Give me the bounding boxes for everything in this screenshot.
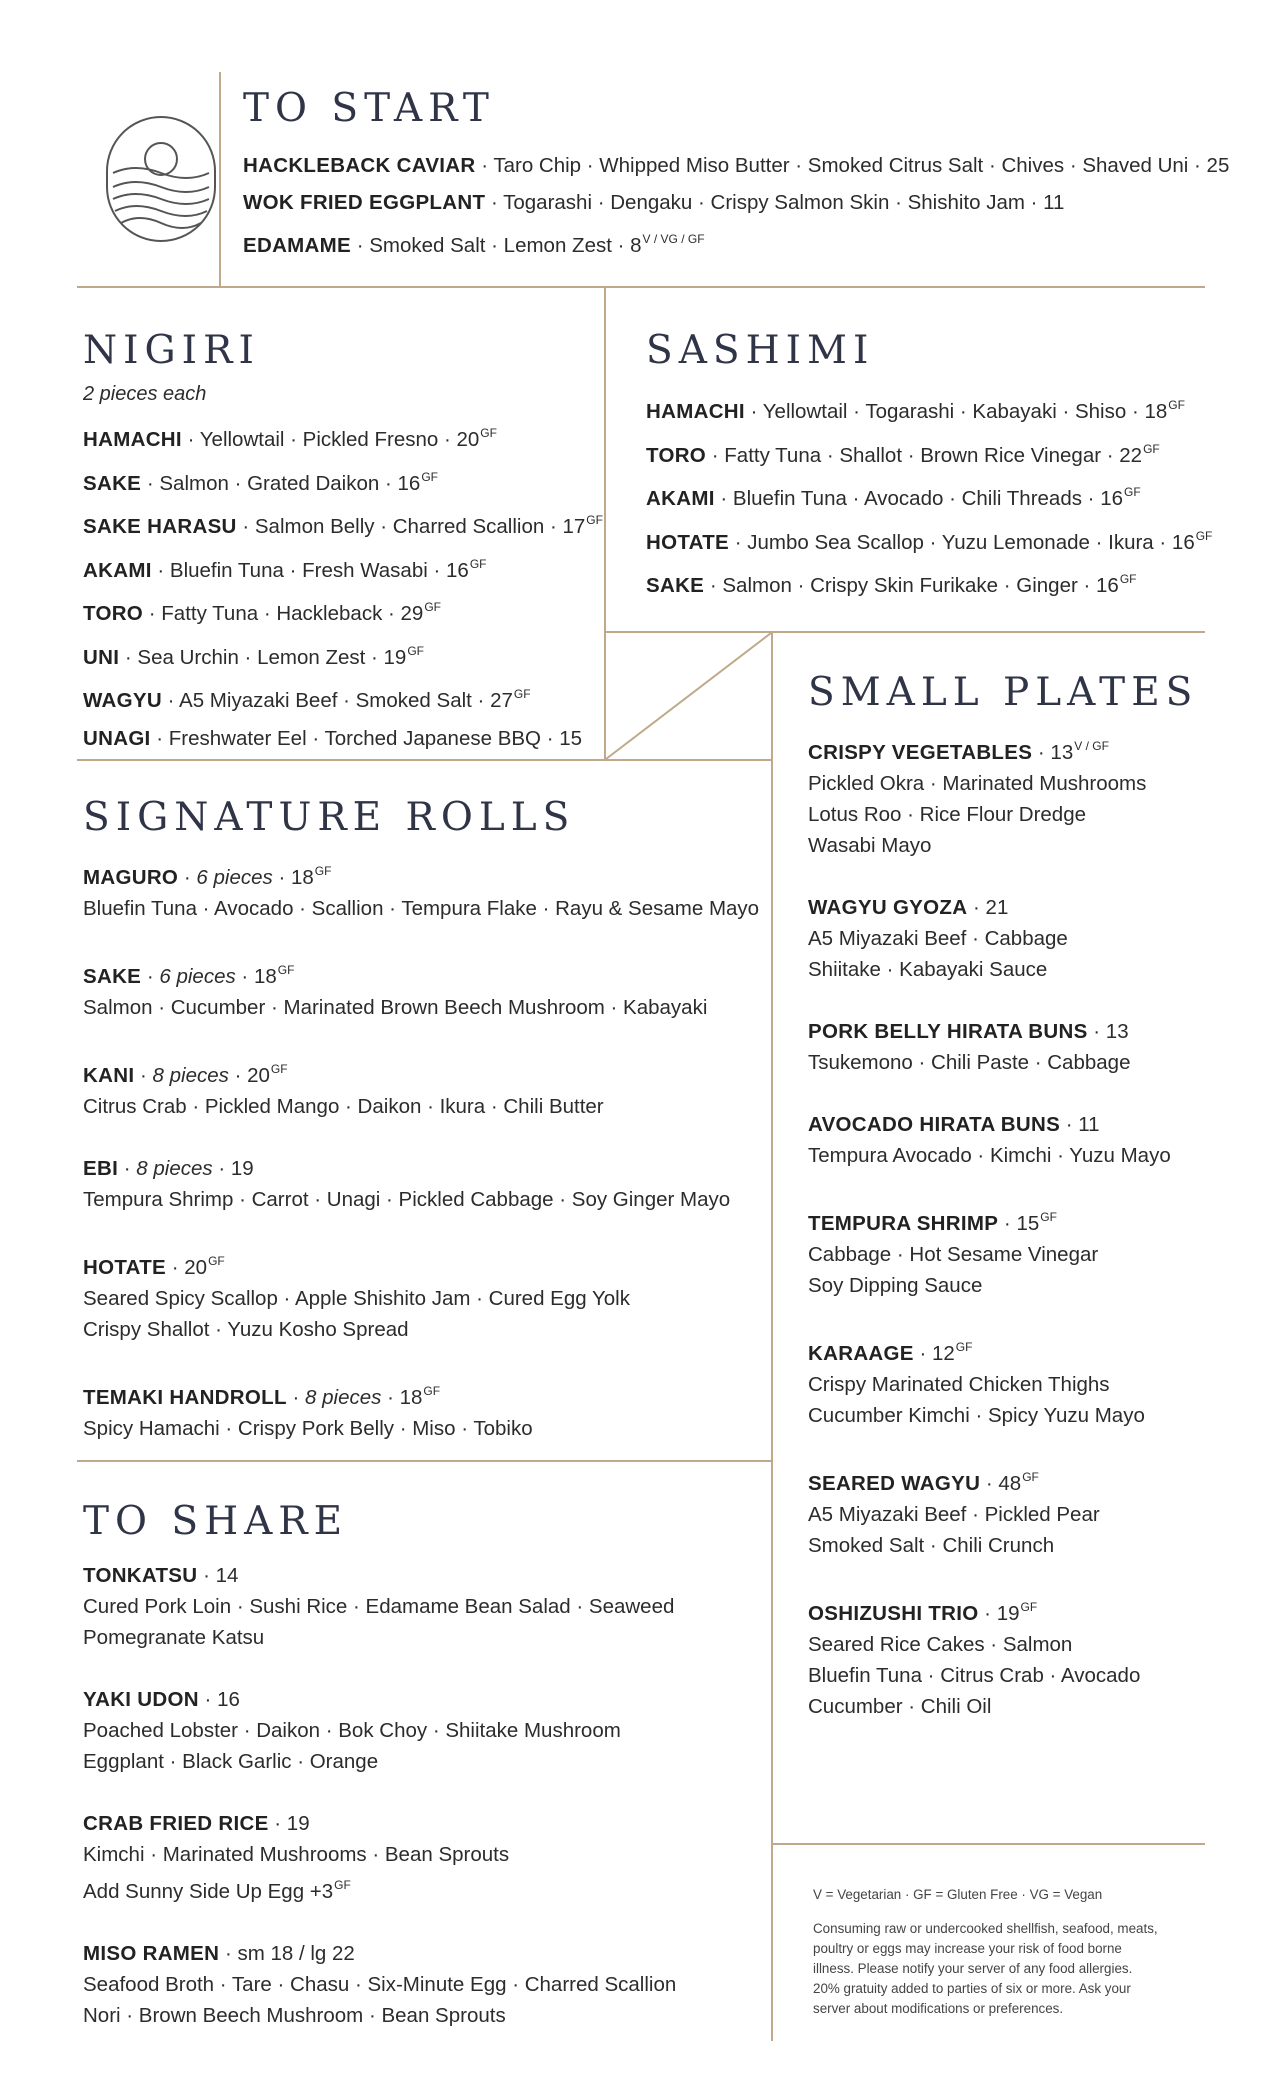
dietary-tags: GF [955, 1340, 973, 1354]
item-description: Tempura Shrimp · Carrot · Unagi · Pickled Cabbage · Soy Ginger Mayo [83, 1188, 731, 1211]
item-name: CRAB FRIED RICE [83, 1812, 269, 1835]
menu-item [243, 147, 1229, 184]
separator: · [178, 866, 197, 889]
menu-item [808, 1202, 1198, 1301]
item-name: CRISPY VEGETABLES [808, 741, 1033, 764]
item-title [808, 1202, 1198, 1239]
item-price: · sm 18 / lg 22 [219, 1942, 355, 1965]
diagonal-divider [604, 631, 774, 761]
item-description: Crispy Marinated Chicken Thighs [808, 1373, 1110, 1396]
item-description: · Bluefin Tuna · Fresh Wasabi · 16 [151, 558, 469, 582]
dietary-tags: GF [407, 643, 425, 658]
item-title [808, 892, 1198, 923]
nigiri-list [83, 415, 603, 757]
item-price: · 20 [228, 1064, 270, 1087]
to-start-list [243, 147, 1229, 264]
item-pieces: 6 pieces [159, 965, 236, 988]
item-description: Lotus Roo · Rice Flour Dredge [808, 803, 1087, 826]
item-name: SAKE [646, 574, 705, 597]
nigiri-note: 2 pieces each [83, 383, 207, 405]
item-name: SEARED WAGYU [808, 1472, 981, 1495]
item-price: · 13 [1087, 1020, 1129, 1043]
item-description: Cabbage · Hot Sesame Vinegar [808, 1243, 1099, 1266]
item-name: KARAAGE [808, 1342, 914, 1365]
menu-item [83, 415, 603, 459]
menu-item [808, 1592, 1198, 1722]
dietary-tags: GF [1040, 1210, 1057, 1224]
item-description: · Fatty Tuna · Hackleback · 29 [143, 602, 424, 625]
wave-sun-logo-icon [105, 115, 217, 243]
item-description: Cured Pork Loin · Sushi Rice · Edamame Bean Salad · Seaweed [83, 1595, 675, 1618]
item-description: · Smoked Salt · Lemon Zest · 8 [351, 234, 642, 257]
item-description: · Fatty Tuna · Shallot · Brown Rice Vinegar · 22 [706, 443, 1143, 467]
item-pieces: 8 pieces [152, 1064, 229, 1087]
item-description: Pomegranate Katsu [83, 1626, 265, 1649]
item-name: UNAGI [83, 726, 151, 750]
small-plates-list [808, 731, 1198, 1722]
item-description: · Yellowtail · Pickled Fresno · 20 [181, 428, 480, 451]
item-price: · 48 [980, 1472, 1022, 1495]
separator: · [134, 1064, 153, 1087]
to-start-title: TO START [243, 86, 495, 131]
item-title [83, 1684, 676, 1715]
item-pieces: 8 pieces [305, 1386, 382, 1409]
dietary-tags: GF [1022, 1470, 1039, 1484]
dietary-tags: GF [334, 1878, 351, 1892]
dietary-tags: GF [208, 1254, 225, 1268]
item-description: · Salmon · Crispy Skin Furikake · Ginger · 16 [704, 574, 1119, 597]
item-name: OSHIZUSHI TRIO [808, 1602, 979, 1625]
item-title [83, 1153, 759, 1184]
menu-item [83, 1684, 676, 1777]
menu-item [83, 1054, 759, 1122]
notice-line: server about modifications or preferences. [813, 2001, 1064, 2016]
dietary-tags: GF [423, 1384, 441, 1398]
item-description: Bluefin Tuna · Citrus Crab · Avocado [808, 1664, 1141, 1687]
item-name: KANI [83, 1064, 135, 1087]
item-description: Wasabi Mayo [808, 834, 932, 857]
item-name: AKAMI [646, 487, 715, 510]
item-description: Seafood Broth · Tare · Chasu · Six-Minute Egg · Charred Scallion [83, 1973, 677, 1996]
divider-top-vertical [219, 72, 221, 286]
item-price: · 19 [268, 1812, 310, 1835]
dietary-tags: GF [421, 469, 438, 484]
menu-item [83, 546, 603, 590]
item-name: EDAMAME [243, 234, 352, 257]
item-name: AVOCADO HIRATA BUNS [808, 1113, 1061, 1136]
menu-item [646, 561, 1212, 605]
item-name: SAKE HARASU [83, 515, 237, 538]
separator: · [118, 1157, 137, 1180]
item-description: Spicy Hamachi · Crispy Pork Belly · Miso · Tobiko [83, 1417, 533, 1440]
item-name: YAKI UDON [83, 1688, 199, 1711]
item-name: TONKATSU [83, 1564, 198, 1587]
item-description: · Taro Chip · Whipped Miso Butter · Smoked Citrus Salt · Chives · Shaved Uni · 25 [475, 154, 1230, 177]
menu-item [83, 720, 603, 758]
divider-top-horizontal [77, 286, 1205, 288]
item-pieces: 8 pieces [136, 1157, 213, 1180]
item-name: TORO [83, 602, 144, 625]
dietary-tags: GF [1119, 572, 1137, 586]
menu-item [83, 633, 603, 677]
item-name: WAGYU GYOZA [808, 896, 968, 919]
dietary-tags: GF [1143, 441, 1160, 456]
item-name: HAMACHI [83, 428, 182, 451]
menu-item [646, 518, 1212, 562]
item-description: · Jumbo Sea Scallop · Yuzu Lemonade · Ikura · 16 [729, 530, 1195, 554]
item-price: · 18 [272, 866, 314, 889]
item-name: PORK BELLY HIRATA BUNS [808, 1020, 1088, 1043]
item-title [808, 1109, 1198, 1140]
item-description: · Bluefin Tuna · Avocado · Chili Threads · 16 [714, 487, 1124, 510]
item-description: A5 Miyazaki Beef · Cabbage [808, 927, 1068, 950]
menu-item [243, 184, 1229, 221]
item-title [83, 1808, 676, 1839]
signature-rolls-list [83, 856, 759, 1444]
dietary-tags: GF [424, 600, 442, 614]
item-title [808, 1332, 1198, 1369]
menu-item [83, 502, 603, 546]
small-plates-section [808, 670, 1198, 1753]
dietary-tags: GF [314, 864, 332, 878]
separator: · [141, 965, 160, 988]
menu-item [83, 1560, 676, 1653]
item-name: HACKLEBACK CAVIAR [243, 154, 476, 177]
menu-item [83, 589, 603, 633]
menu-item [808, 892, 1198, 985]
item-price: · 19 [978, 1602, 1020, 1625]
item-name: WAGYU [83, 689, 162, 712]
item-name: MISO RAMEN [83, 1942, 220, 1965]
nigiri-section [83, 328, 603, 757]
menu-item [808, 1462, 1198, 1561]
menu-item [83, 1808, 676, 1907]
dietary-tags: GF [480, 426, 497, 440]
item-description: Soy Dipping Sauce [808, 1274, 983, 1297]
item-name: UNI [83, 645, 120, 669]
nigiri-title: NIGIRI [83, 328, 260, 373]
menu-item [83, 1376, 759, 1444]
divider-footer-top [771, 1843, 1205, 1845]
separator: · [286, 1386, 306, 1409]
dietary-tags: GF [277, 963, 295, 977]
menu-item [646, 431, 1212, 475]
item-name: HOTATE [83, 1256, 167, 1279]
small-plates-title: SMALL PLATES [808, 670, 1199, 715]
menu-item [83, 856, 759, 924]
item-name: WOK FRIED EGGPLANT [243, 191, 486, 214]
item-description: Crispy Shallot · Yuzu Kosho Spread [83, 1318, 409, 1341]
to-share-title: TO SHARE [83, 1499, 349, 1544]
item-name: TORO [646, 443, 707, 467]
dietary-tags: V / GF [1074, 739, 1109, 753]
item-price: · 13 [1032, 741, 1074, 764]
item-description: · A5 Miyazaki Beef · Smoked Salt · 27 [161, 689, 513, 712]
item-description: Cucumber · Chili Oil [808, 1695, 992, 1718]
footer-notes [813, 1885, 1193, 2019]
item-description: Bluefin Tuna · Avocado · Scallion · Tempura Flake · Rayu & Sesame Mayo [83, 897, 760, 920]
item-description: Shiitake · Kabayaki Sauce [808, 958, 1048, 981]
to-start-section [243, 86, 1229, 264]
notice-line: Consuming raw or undercooked shellfish, seafood, meats, [813, 1921, 1158, 1936]
dietary-tags: V / VG / GF [642, 232, 705, 246]
item-description: Citrus Crab · Pickled Mango · Daikon · Ikura · Chili Butter [83, 1095, 604, 1118]
item-price: · 15 [998, 1212, 1040, 1235]
item-title [83, 1246, 759, 1283]
menu-item [243, 221, 1229, 264]
item-price: · 18 [381, 1386, 423, 1409]
item-description: · Salmon Belly · Charred Scallion · 17 [236, 515, 586, 538]
menu-item [83, 459, 603, 503]
item-title [808, 731, 1198, 768]
dietary-tags: GF [1195, 528, 1213, 543]
notice-line: poultry or eggs may increase your risk of food borne [813, 1941, 1122, 1956]
to-share-section [83, 1499, 676, 2062]
item-price: · 18 [235, 965, 277, 988]
dietary-tags: GF [1020, 1600, 1038, 1614]
item-price: · 21 [967, 896, 1009, 919]
item-price: · 11 [1060, 1113, 1100, 1136]
menu-item [808, 1109, 1198, 1171]
item-description: · Yellowtail · Togarashi · Kabayaki · Shiso · 18 [744, 400, 1168, 423]
menu-item [808, 731, 1198, 861]
item-description: Tempura Avocado · Kimchi · Yuzu Mayo [808, 1144, 1171, 1167]
menu-item [83, 955, 759, 1023]
divider-right-column [771, 631, 773, 2041]
item-name: TEMPURA SHRIMP [808, 1212, 999, 1235]
item-description: Eggplant · Black Garlic · Orange [83, 1750, 379, 1773]
item-description: Salmon · Cucumber · Marinated Brown Beech Mushroom · Kabayaki [83, 996, 708, 1019]
item-name: HAMACHI [646, 400, 745, 423]
sashimi-title: SASHIMI [646, 328, 875, 373]
menu-item [83, 1938, 676, 2031]
menu-item [808, 1016, 1198, 1078]
item-description: Kimchi · Marinated Mushrooms · Bean Sprouts [83, 1843, 510, 1866]
menu-item [646, 474, 1212, 518]
signature-rolls-title: SIGNATURE ROLLS [83, 795, 576, 840]
dietary-tags: GF [270, 1062, 288, 1076]
menu-item [808, 1332, 1198, 1431]
item-title [83, 856, 759, 893]
menu-item [83, 1153, 759, 1215]
item-price: · 19 [212, 1157, 254, 1180]
item-description: Tsukemono · Chili Paste · Cabbage [808, 1051, 1131, 1074]
item-name: SAKE [83, 965, 142, 988]
to-share-list [83, 1560, 676, 2031]
item-description: Pickled Okra · Marinated Mushrooms [808, 772, 1147, 795]
item-title [83, 1376, 759, 1413]
sashimi-list [646, 387, 1212, 605]
dietary-tags: GF [586, 513, 603, 527]
dietary-tags: GF [1168, 398, 1185, 412]
dietary-tags: GF [513, 687, 531, 701]
item-name: MAGURO [83, 866, 179, 889]
item-title [83, 1938, 676, 1969]
item-name: HOTATE [646, 530, 730, 554]
item-description: · Freshwater Eel · Torched Japanese BBQ · 15 [150, 726, 583, 750]
item-pieces: 6 pieces [196, 866, 273, 889]
dietary-legend: V = Vegetarian · GF = Gluten Free · VG = Vegan [813, 1887, 1103, 1902]
item-name: EBI [83, 1157, 119, 1180]
item-description: Seared Spicy Scallop · Apple Shishito Jam · Cured Egg Yolk [83, 1287, 630, 1310]
item-description: · Togarashi · Dengaku · Crispy Salmon Skin · Shishito Jam · 11 [485, 191, 1065, 214]
item-price: · 16 [198, 1688, 240, 1711]
item-title [83, 1054, 759, 1091]
signature-rolls-section [83, 795, 759, 1475]
menu-item [83, 676, 603, 720]
dietary-tags: GF [1124, 485, 1141, 499]
item-title [808, 1016, 1198, 1047]
item-title [83, 955, 759, 992]
item-name: SAKE [83, 471, 142, 495]
item-price: · 20 [166, 1256, 208, 1279]
item-price: · 12 [913, 1342, 955, 1365]
notice-line: illness. Please notify your server of any food allergies. [813, 1961, 1133, 1976]
item-title [808, 1462, 1198, 1499]
item-description: Add Sunny Side Up Egg $+3^{GF}$ [83, 1878, 351, 1903]
item-description: Cucumber Kimchi · Spicy Yuzu Mayo [808, 1404, 1145, 1427]
item-title [808, 1592, 1198, 1629]
item-description: Seared Rice Cakes · Salmon [808, 1633, 1073, 1656]
item-description: · Sea Urchin · Lemon Zest · 19 [119, 645, 407, 669]
item-name: AKAMI [83, 558, 152, 582]
item-description: Smoked Salt · Chili Crunch [808, 1534, 1055, 1557]
notice-line: 20% gratuity added to parties of six or more. Ask your [813, 1981, 1131, 1996]
sashimi-section [646, 328, 1212, 605]
item-description: Poached Lobster · Daikon · Bok Choy · Shiitake Mushroom [83, 1719, 621, 1742]
item-price: · 14 [197, 1564, 239, 1587]
item-name: TEMAKI HANDROLL [83, 1386, 287, 1409]
allergy-notice [813, 1919, 1193, 2019]
item-title [83, 1560, 676, 1591]
menu-item [646, 387, 1212, 431]
item-description: · Salmon · Grated Daikon · 16 [141, 471, 421, 495]
menu-item [83, 1246, 759, 1345]
item-description: Nori · Brown Beech Mushroom · Bean Sprouts [83, 2004, 506, 2027]
item-description: A5 Miyazaki Beef · Pickled Pear [808, 1503, 1100, 1526]
dietary-tags: GF [469, 556, 487, 571]
